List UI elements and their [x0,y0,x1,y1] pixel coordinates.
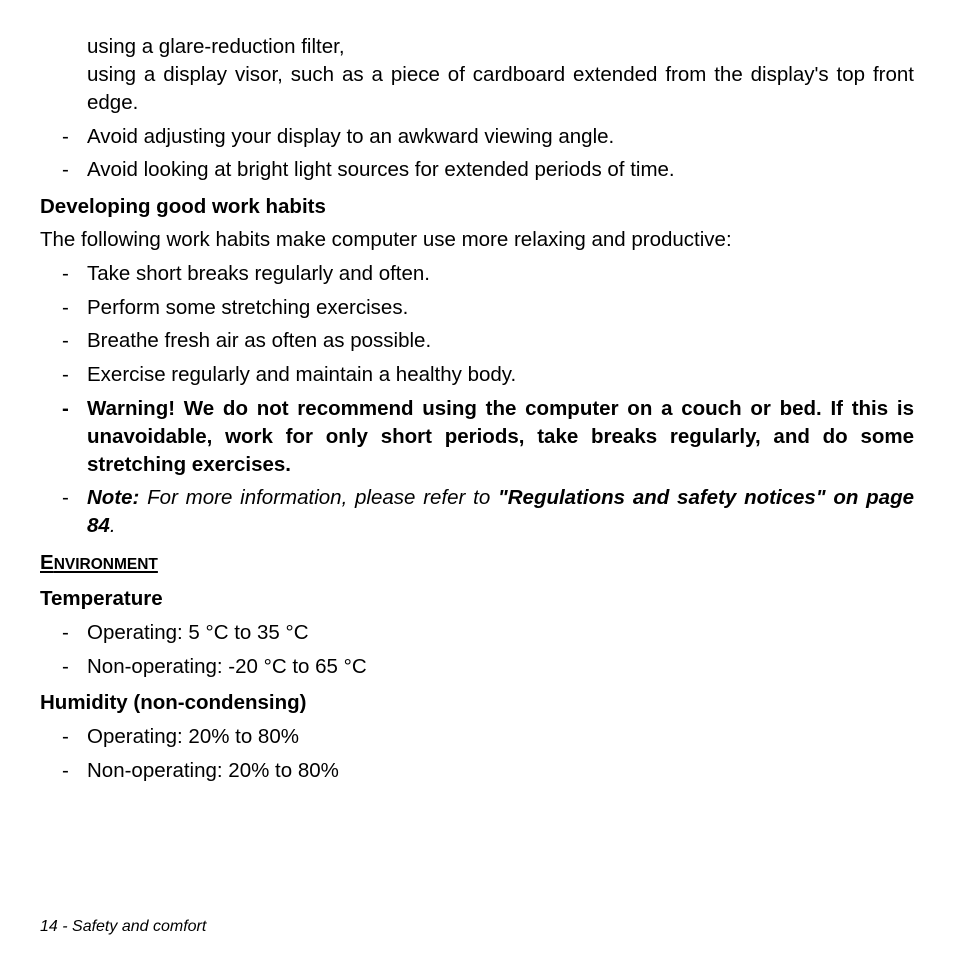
humidity-heading: Humidity (non-condensing) [40,691,307,714]
temperature-heading: Temperature [40,587,163,610]
list-item: Operating: 20% to 80% [87,725,299,748]
bullet-dash: - [62,296,69,319]
note-paragraph [87,484,914,540]
bullet-dash: - [62,655,69,678]
warning-text: Warning! We do not recommend using the computer on a couch or bed. If this is unavoidable, work for only short periods, take breaks regularly, and do some stretching exercises. [87,397,914,476]
bullet-dash: - [62,158,69,181]
list-item: Operating: 5 °C to 35 °C [87,621,309,644]
bullet-dash: - [62,329,69,352]
visor-item-glare-filter: using a glare-reduction filter, [87,35,345,58]
bullet-dash: - [62,397,69,420]
bullet-dash: - [62,759,69,782]
work-habits-heading: Developing good work habits [40,195,326,218]
list-item: Take short breaks regularly and often. [87,262,430,285]
list-item: Non-operating: 20% to 80% [87,759,339,782]
page-footer: 14 - Safety and comfort [40,918,207,935]
list-item: Avoid adjusting your display to an awkward viewing angle. [87,125,615,148]
regulations-link[interactable]: "Regulations and safety notices" on page 84 [87,486,914,537]
bullet-dash: - [62,125,69,148]
note-text: For more information, please refer to [139,486,499,509]
list-item: Non-operating: -20 °C to 65 °C [87,655,367,678]
list-item: Avoid looking at bright light sources for extended periods of time. [87,158,675,181]
bullet-dash: - [62,486,69,509]
note-end: . [109,514,116,537]
bullet-dash: - [62,262,69,285]
section-title-initial: E [40,551,54,574]
environment-section-title [40,549,158,579]
list-item: Exercise regularly and maintain a healthy body. [87,363,517,386]
list-item: Perform some stretching exercises. [87,296,409,319]
work-habits-intro: The following work habits make computer use more relaxing and productive: [40,228,732,251]
bullet-dash: - [62,363,69,386]
note-label: Note: [87,486,140,509]
section-title-rest: NVIRONMENT [53,556,158,573]
bullet-dash: - [62,621,69,644]
visor-item-display-visor: using a display visor, such as a piece of cardboard extended from the display's top front edge. [87,63,914,114]
bullet-dash: - [62,725,69,748]
list-item: Breathe fresh air as often as possible. [87,329,432,352]
